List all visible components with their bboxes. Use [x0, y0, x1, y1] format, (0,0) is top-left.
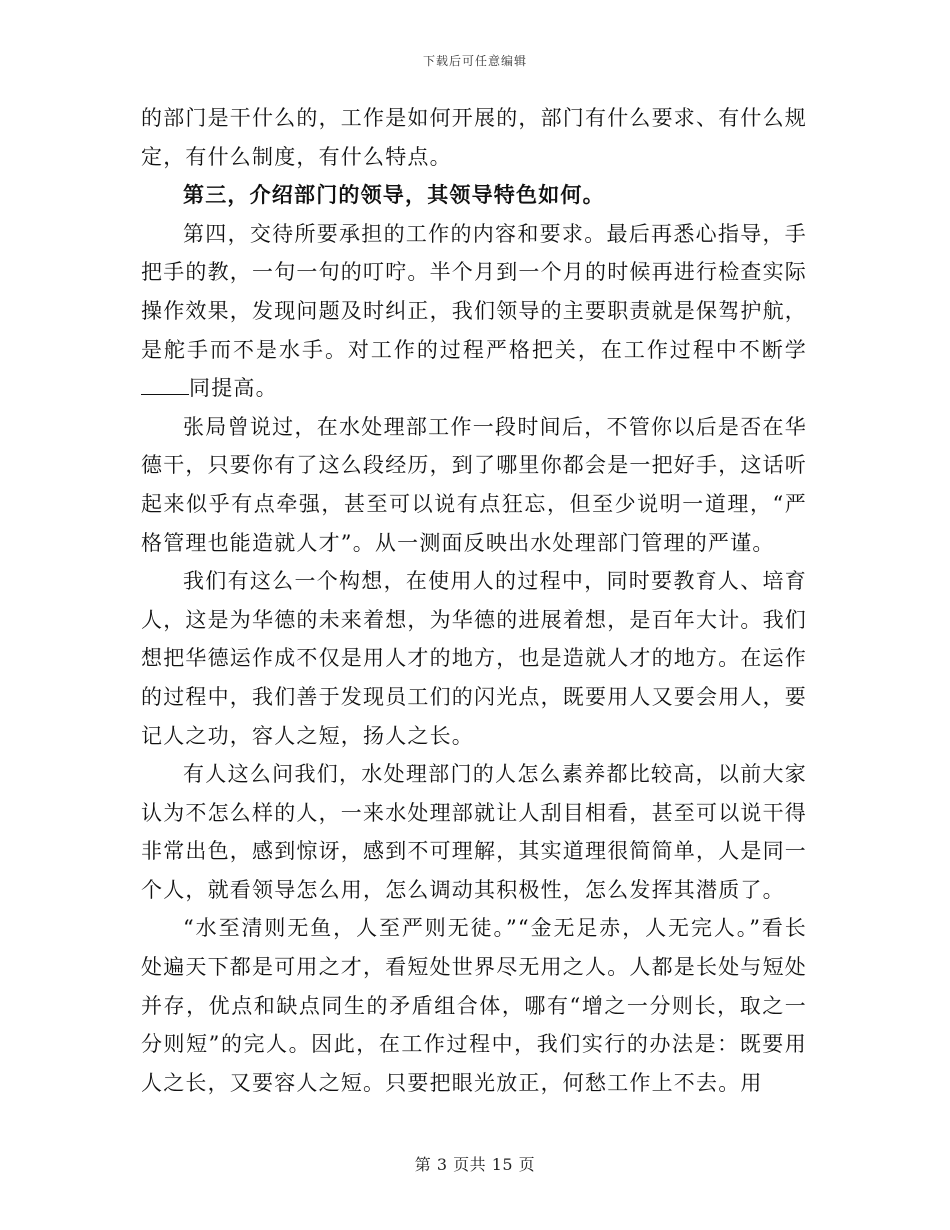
page-header: 下载后可任意编辑: [422, 54, 527, 68]
paragraph-continued: 的部门是干什么的，工作是如何开展的，部门有什么要求、有什么规定，有什么制度，有什么特点。: [141, 106, 807, 169]
page-number: 第 3 页共 15 页: [414, 1155, 536, 1174]
paragraph-text: 第四，交待所要承担的工作的内容和要求。最后再悉心指导，手把手的教，一句一句的叮咛。半个月到一个月的时候再进行检查实际操作效果，发现问题及时纠正，我们领导的主要职责就是保驾护航，是舵手而不是水手。对工作的过程严格把关，在工作过程中不断学: [141, 221, 807, 362]
paragraph: 张局曾说过，在水处理部工作一段时间后，不管你以后是否在华德干，只要你有了这么段经历，到了哪里你都会是一把好手，这话听起来似乎有点牵强，甚至可以说有点狂忘，但至少说明一道理，“严格管理也能造就人才”。从一测面反映出水处理部门管理的严谨。: [141, 414, 807, 555]
paragraph: 有人这么问我们，水处理部门的人怎么素养都比较高，以前大家认为不怎么样的人，一来水处理部就让人刮目相看，甚至可以说干得非常出色，感到惊讶，感到不可理解，其实道理很简简单，人是同一个人，就看领导怎么用，怎么调动其积极性，怎么发挥其潜质了。: [141, 762, 807, 902]
document-body: [141, 99, 807, 1102]
paragraph-heading: 第三，介绍部门的领导，其领导特色如何。: [183, 182, 605, 208]
paragraph-text-tail: 同提高。: [189, 376, 278, 401]
paragraph: “水至清则无鱼，人至严则无徒。”“金无足赤，人无完人。”看长处遍天下都是可用之才，看短处世界尽无用之人。人都是长处与短处并存，优点和缺点同生的矛盾组合体，哪有“增之一分则长，取之一分则短”的完人。因此，在工作过程中，我们实行的办法是：既要用人之长，又要容人之短。只要把眼光放正，何愁工作上不去。用: [141, 916, 807, 1095]
fill-in-blank: [141, 373, 189, 395]
paragraph: [141, 215, 807, 408]
paragraph: 我们有这么一个构想，在使用人的过程中，同时要教育人、培育人，这是为华德的未来着想，为华德的进展着想，是百年大计。我们想把华德运作成不仅是用人才的地方，也是造就人才的地方。在运作的过程中，我们善于发现员工们的闪光点，既要用人又要会用人，要记人之功，容人之短，扬人之长。: [141, 569, 807, 748]
